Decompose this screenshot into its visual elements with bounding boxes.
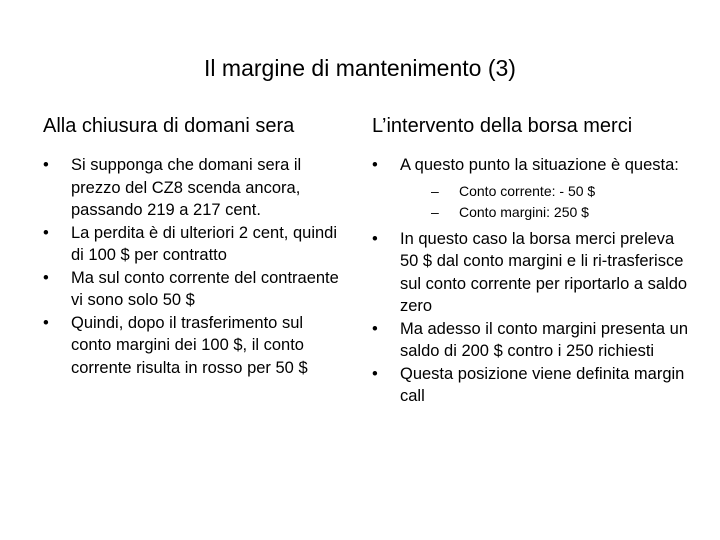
right-bullet-2-text: In questo caso la borsa merci preleva 50 $ dal conto margini e li ri-trasferisce sul conto corrente per riportarlo a saldo zero (400, 229, 688, 315)
right-bullet-2 (372, 228, 692, 318)
right-bullet-3-text: Ma adesso il conto margini presenta un saldo di 200 $ contro i 250 richiesti (400, 319, 688, 360)
left-bullet-list (43, 154, 343, 379)
right-bullet-4-text: Questa posizione viene definita margin call (400, 364, 685, 405)
bullet-icon: • (372, 229, 378, 248)
left-bullet-2-text: La perdita è di ulteriori 2 cent, quindi di 100 $ per contratto (71, 223, 337, 264)
left-bullet-3-text: Ma sul conto corrente del contraente vi sono solo 50 $ (71, 268, 339, 309)
right-sub-bullet-1-text: Conto corrente: - 50 $ (459, 182, 596, 199)
left-bullet-1 (43, 154, 343, 222)
right-column-heading: L’intervento della borsa merci (372, 115, 633, 137)
right-sub-bullet-2-text: Conto margini: 250 $ (459, 204, 589, 220)
left-bullet-3 (43, 267, 343, 312)
bullet-icon: • (43, 313, 49, 332)
bullet-icon: • (43, 156, 49, 174)
right-sub-bullet-2 (372, 202, 692, 224)
right-sub-bullet-list (372, 181, 692, 224)
bullet-icon: • (43, 268, 49, 287)
dash-icon: – (431, 182, 439, 199)
left-bullet-4-text: Quindi, dopo il trasferimento sul conto margini dei 100 $, il conto corrente risulta in rosso per 50 $ (71, 313, 308, 377)
right-bullet-list-continued (372, 228, 692, 408)
left-bullet-2 (43, 222, 343, 267)
dash-icon: – (431, 204, 439, 220)
bullet-icon: • (372, 156, 378, 174)
right-bullet-4 (372, 363, 692, 408)
right-bullet-3 (372, 318, 692, 363)
right-sub-bullet-1 (372, 181, 692, 203)
bullet-icon: • (372, 319, 378, 338)
left-column (43, 112, 343, 379)
slide-title: Il margine di mantenimento (3) (204, 55, 516, 81)
right-bullet-1 (372, 154, 692, 177)
left-bullet-4 (43, 312, 343, 380)
right-bullet-1-text: A questo punto la situazione è questa: (400, 156, 679, 174)
left-column-heading: Alla chiusura di domani sera (43, 115, 295, 137)
left-bullet-1-text: Si supponga che domani sera il prezzo del CZ8 scenda ancora, passando 219 a 217 cent. (71, 156, 302, 219)
right-column (372, 112, 692, 408)
bullet-icon: • (372, 364, 378, 383)
right-bullet-list (372, 154, 692, 177)
bullet-icon: • (43, 223, 49, 242)
